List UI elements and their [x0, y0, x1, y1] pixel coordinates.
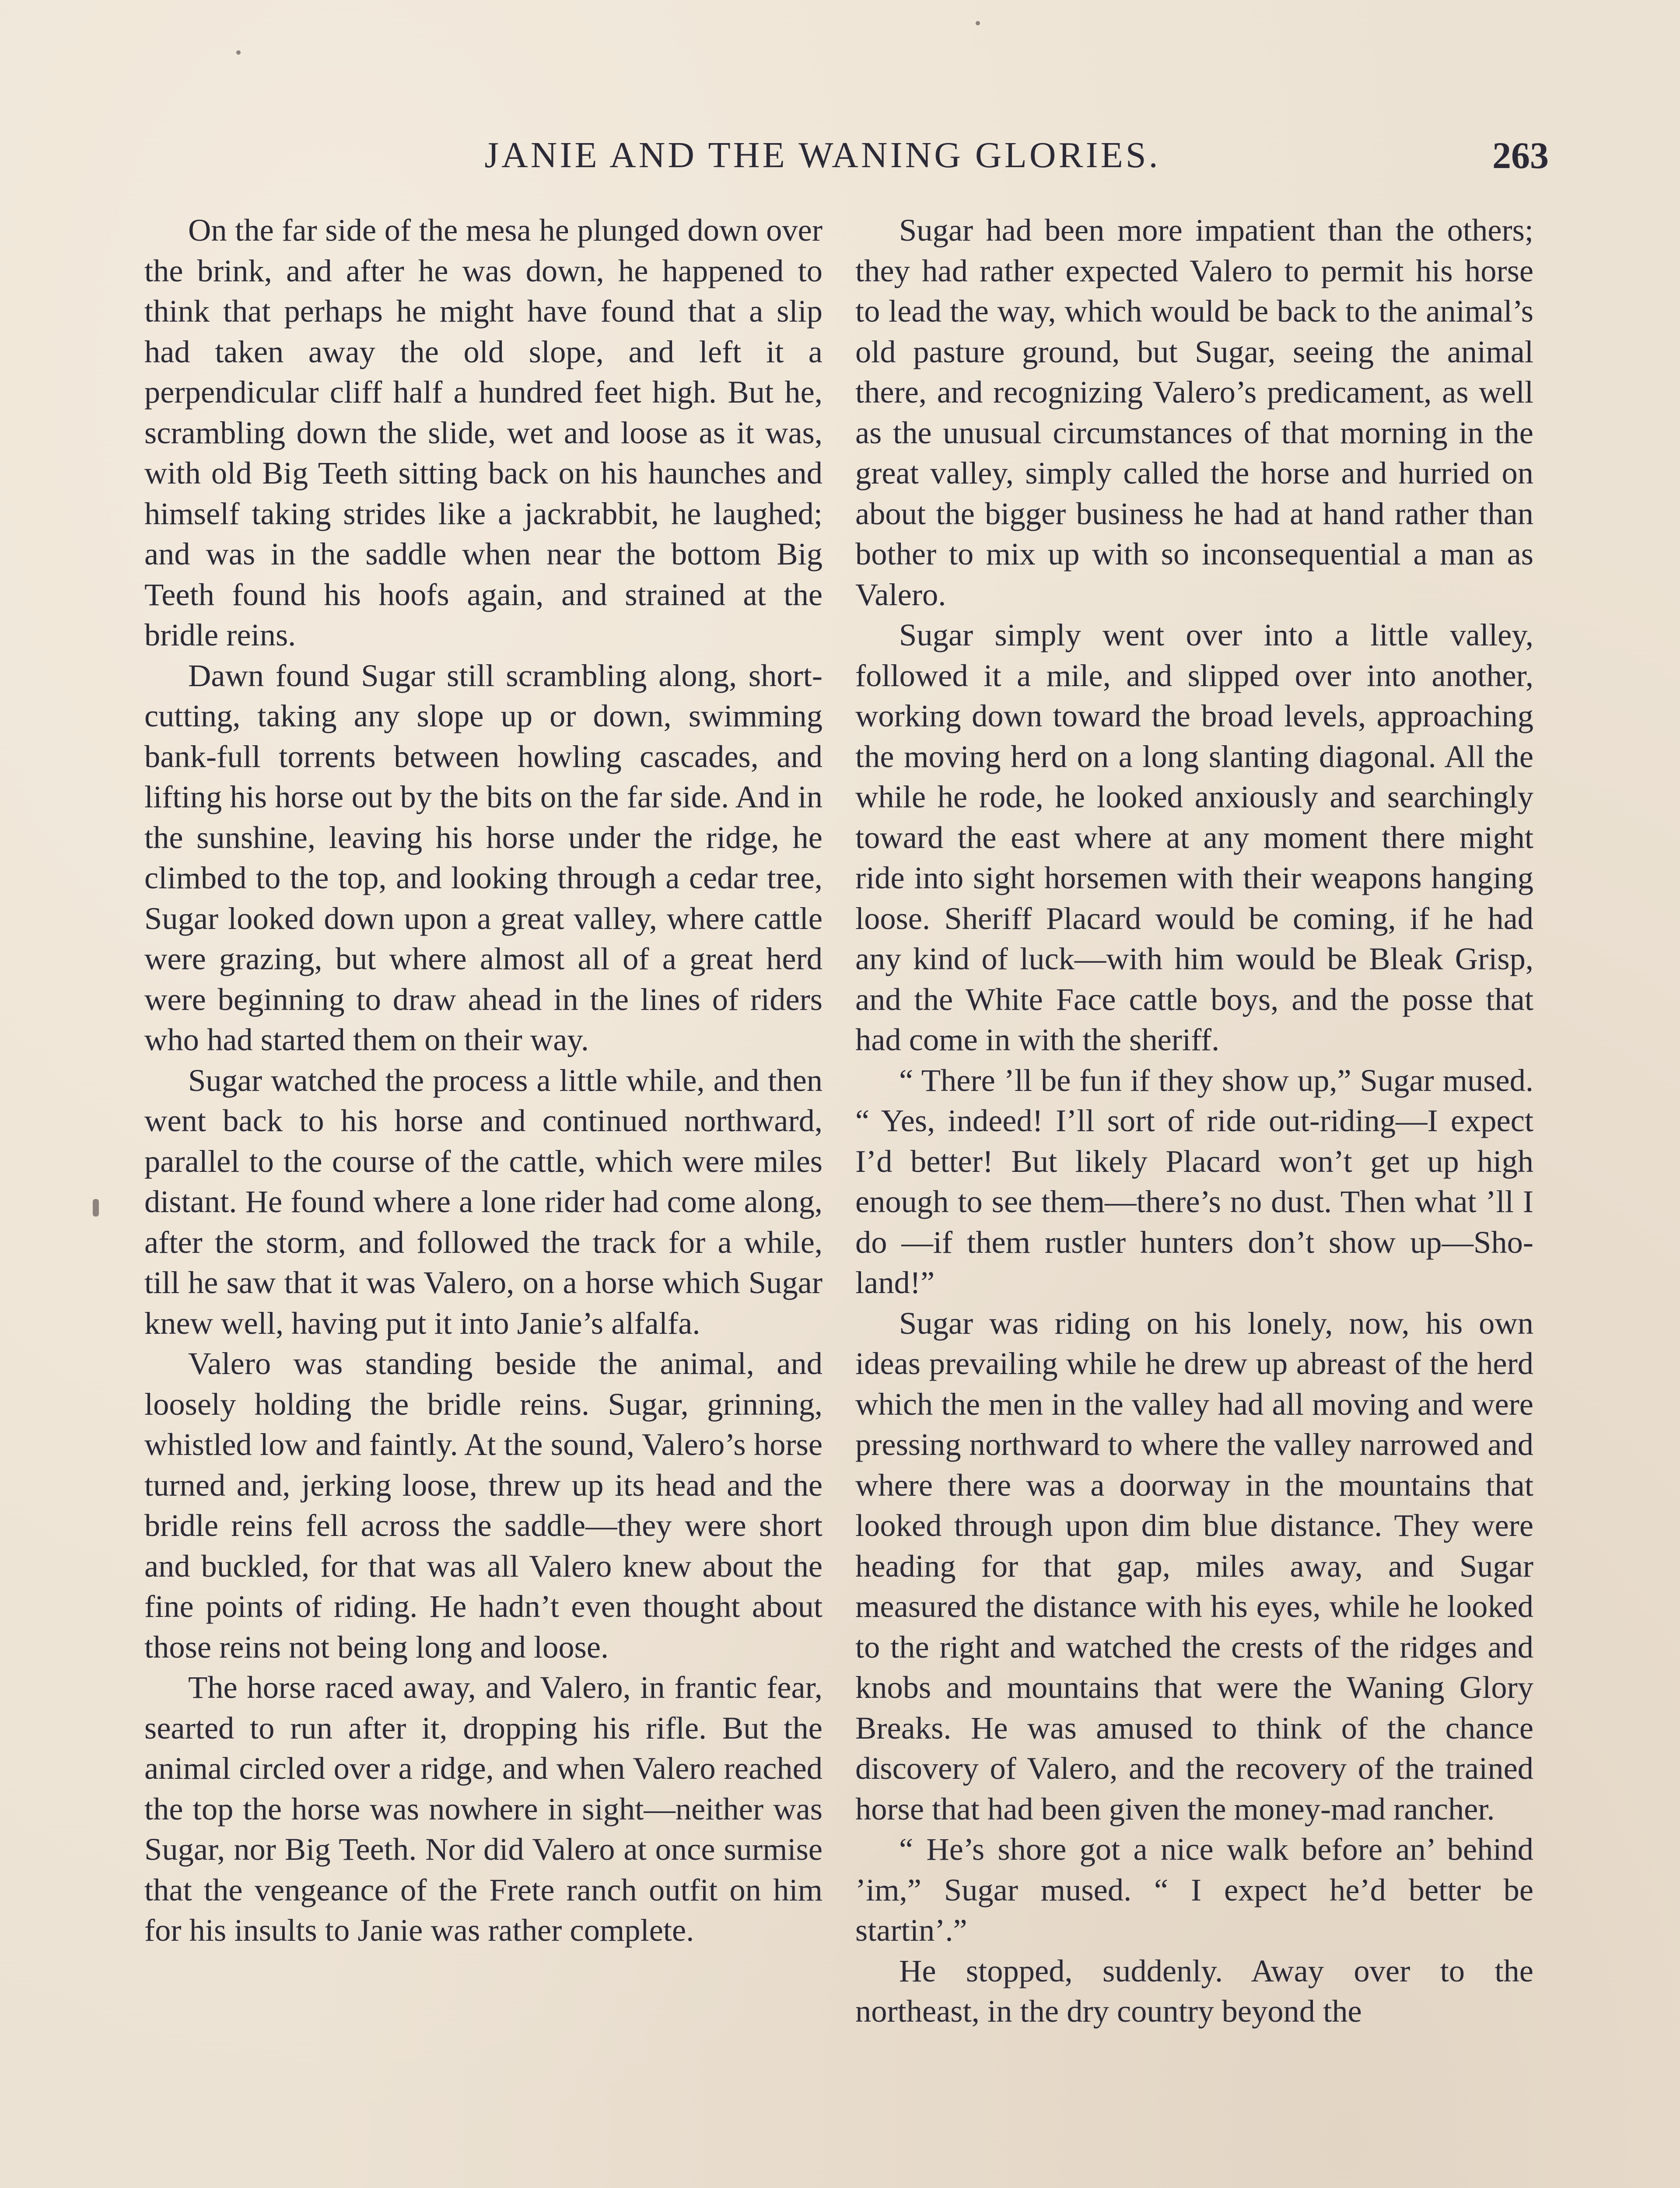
paragraph: Sugar simply went over into a little valley, followed it a mile, and slipped over into another, working down toward the broad levels, approaching the moving herd on a long slanting diagonal. All the while he rode, he looked anxiously and searchingly toward the east where at any moment there might ride into sight horsemen with their weapons hanging loose. Sheriff Placard would be coming, if he had any kind of luck—with him would be Bleak Grisp, and the White Face cattle boys, and the posse that had come in with the sheriff.: [855, 617, 1533, 1057]
paragraph: Sugar watched the process a little while, and then went back to his horse and continued northward, parallel to the course of the cattle, which were miles distant. He found where a lone rider had come along, after the storm, and followed the track for a while, till he saw that it was Valero, on a horse which Sugar knew well, having put it into Janie’s alfalfa.: [144, 1062, 822, 1341]
paragraph: Valero was standing beside the animal, and loosely holding the bridle reins. Sugar, grinning, whistled low and faintly. At the sound, Valero’s horse turned and, jerking loose, threw up its head and the bridle reins fell across the saddle—they were short and buckled, for that was all Valero knew about the fine points of riding. He hadn’t even thought about those reins not being long and loose.: [144, 1346, 822, 1665]
right-column: [855, 210, 1533, 2032]
paragraph: Sugar had been more impatient than the others; they had rather expected Valero to permit his horse to lead the way, which would be back to the animal’s old pasture ground, but Sugar, seeing the animal there, and recognizing Valero’s predicament, as well as the unusual circumstances of that morning in the great valley, simply called the horse and hurried on about the bigger business he had at hand rather than bother to mix up with so inconsequential a man as Valero.: [855, 212, 1533, 612]
page-number: 263: [1492, 134, 1549, 176]
ink-speck: [976, 21, 980, 25]
paragraph: He stopped, suddenly. Away over to the northeast, in the dry country beyond the: [855, 1953, 1533, 2029]
page-header: [131, 127, 1549, 188]
paragraph: Dawn found Sugar still scrambling along, short-cutting, taking any slope up or down, swimming bank-full torrents between howling cascades, and lifting his horse out by the bits on the far side. And in the sunshine, leaving his horse under the ridge, he climbed to the top, and looking through a cedar tree, Sugar looked down upon a great valley, where cattle were grazing, but where almost all of a great herd were beginning to draw ahead in the lines of riders who had started them on their way.: [144, 657, 822, 1057]
paragraph: “ There ’ll be fun if they show up,” Sugar mused. “ Yes, indeed! I’ll sort of ride out-riding—I expect I’d better! But likely Placard won’t get up high enough to see them—there’s no dust. Then what ’ll I do —if them rustler hunters don’t show up—Sho-land!”: [855, 1062, 1533, 1300]
ink-speck: [93, 1199, 99, 1217]
paragraph: On the far side of the mesa he plunged down over the brink, and after he was down, he happened to think that perhaps he might have found that a slip had taken away the old slope, and left it a perpendicular cliff half a hundred feet high. But he, scrambling down the slide, wet and loose as it was, with old Big Teeth sitting back on his haunches and himself taking strides like a jackrabbit, he laughed; and was in the saddle when near the bottom Big Teeth found his hoofs again, and strained at the bridle reins.: [144, 212, 822, 652]
paragraph: “ He’s shore got a nice walk before an’ behind ’im,” Sugar mused. “ I expect he’d better be startin’.”: [855, 1831, 1533, 1948]
left-column: [144, 210, 822, 1951]
running-title: JANIE AND THE WANING GLORIES.: [484, 135, 1161, 175]
paragraph: Sugar was riding on his lonely, now, his own ideas prevailing while he drew up abreast of the herd which the men in the valley had all moving and were pressing northward to where the valley narrowed and where there was a doorway in the mountains that looked through upon dim blue distance. They were heading for that gap, miles away, and Sugar measured the distance with his eyes, while he looked to the right and watched the crests of the ridges and knobs and mountains that were the Waning Glory Breaks. He was amused to think of the chance discovery of Valero, and the recovery of the trained horse that had been given the money-mad rancher.: [855, 1305, 1533, 1827]
ink-speck: [236, 50, 241, 55]
paragraph: The horse raced away, and Valero, in frantic fear, searted to run after it, dropping his rifle. But the animal circled over a ridge, and when Valero reached the top the horse was nowhere in sight—neither was Sugar, nor Big Teeth. Nor did Valero at once surmise that the vengeance of the Frete ranch outfit on him for his insults to Janie was rather complete.: [144, 1669, 822, 1948]
